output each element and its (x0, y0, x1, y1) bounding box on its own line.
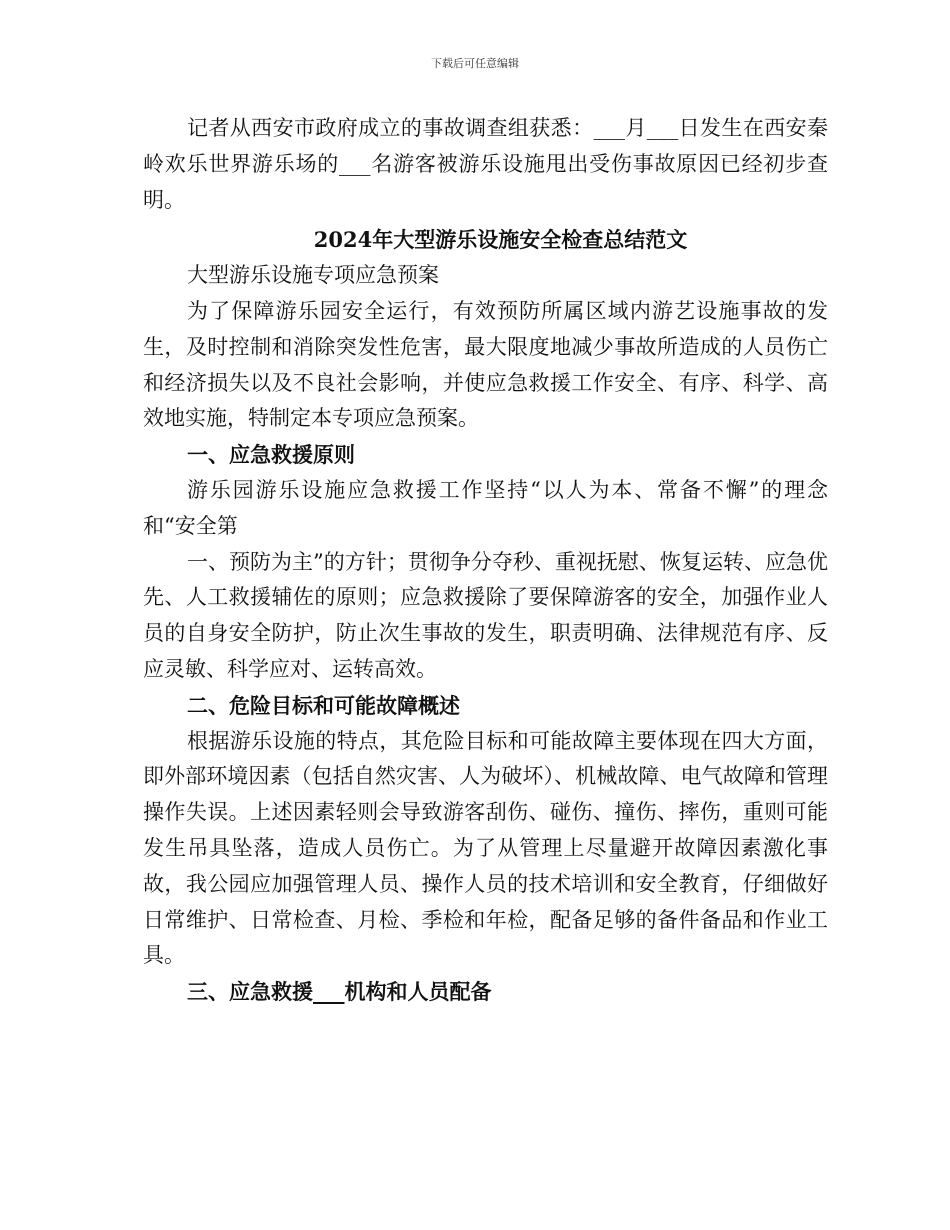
section-2-paragraph-1: 根据游乐设施的特点，其危险目标和可能故障主要体现在四大方面，即外部环境因素（包括自然灾害、人为破坏）、机械故障、电气故障和管理操作失误。上述因素轻则会导致游客刮伤、碰伤、撞伤、摔伤，重则可能发生吊具坠落，造成人员伤亡。为了从管理上尽量避开故障因素激化事故，我公园应加强管理人员、操作人员的技术培训和安全教育，仔细做好日常维护、日常检查、月检、季检和年检，配备足够的备件备品和作业工具。 (143, 728, 828, 968)
purpose-paragraph: 为了保障游乐园安全运行，有效预防所属区域内游艺设施事故的发生，及时控制和消除突发性危害，最大限度地减少事故所造成的人员伤亡和经济损失以及不良社会影响，并使应急救援工作安全、有序、科学、高效地实施，特制定本专项应急预案。 (143, 298, 828, 431)
section-1-paragraph-2: 一、预防为主”的方针；贯彻争分夺秒、重视抚慰、恢复运转、应急优先、人工救援辅佐的原则；应急救援除了要保障游客的安全，加强作业人员的自身安全防护，防止次生事故的发生，职责明确、法律规范有序、反应灵敏、科学应对、运转高效。 (143, 549, 828, 681)
section-1-heading: 一、应急救援原则 (187, 442, 355, 468)
document-subtitle: 大型游乐设施专项应急预案 (187, 263, 439, 288)
section-1-paragraph-1: 游乐园游乐设施应急救援工作坚持“以人为本、常备不懈”的理念和“安全第 (143, 477, 828, 538)
page-header: 下载后可任意编辑 (431, 57, 519, 70)
intro-paragraph: 记者从西安市政府成立的事故调查组获悉：___月___日发生在西安秦岭欢乐世界游乐场的___名游客被游乐设施甩出受伤事故原因已经初步查明。 (143, 116, 828, 212)
document-body (143, 111, 828, 1010)
section-2-heading: 二、危险目标和可能故障概述 (187, 692, 460, 718)
section-3-heading: 三、应急救援___机构和人员配备 (187, 979, 492, 1005)
document-title: 2024年大型游乐设施安全检查总结范文 (313, 227, 688, 253)
